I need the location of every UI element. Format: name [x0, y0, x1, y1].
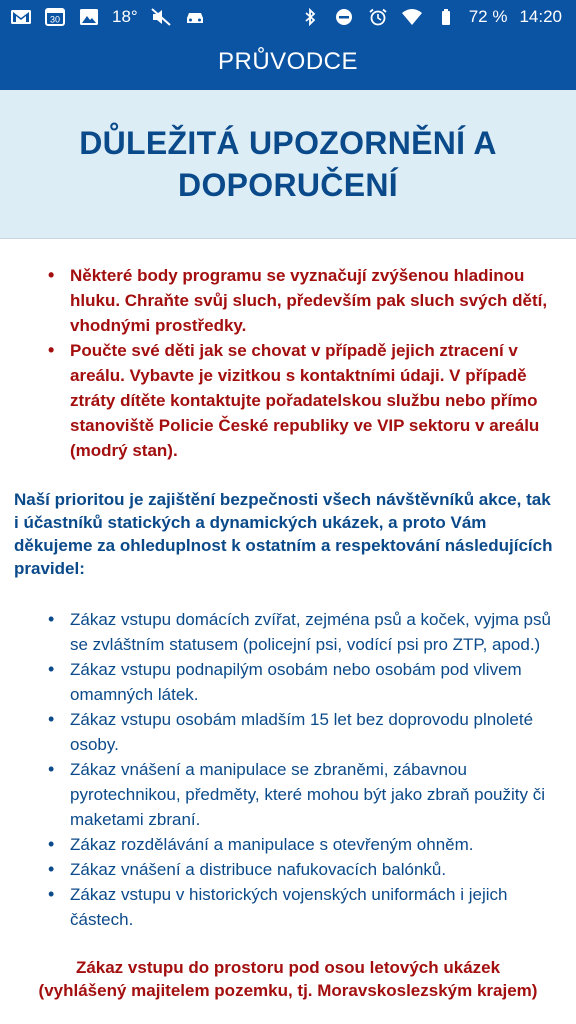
clock: 14:20 — [519, 7, 562, 26]
heading-box — [0, 90, 576, 239]
image-icon — [78, 8, 100, 26]
calendar-icon — [44, 8, 66, 26]
rule-item: • Zákaz vstupu osobám mladším 15 let bez doprovodu plnoleté osoby. — [14, 707, 562, 757]
status-bar-right — [299, 7, 562, 27]
intro-text: Naší prioritou je zajištění bezpečnosti všech návštěvníků akce, tak i účastníků statických a dynamických ukázek, a proto Vám děkujeme za ohleduplnost k ostatním a respektování následujících pravidel: — [14, 490, 553, 578]
svg-text:30: 30 — [49, 14, 61, 25]
warnings-list — [14, 263, 562, 463]
warning-item: • Některé body programu se vyznačují zvýšenou hladinou hluku. Chraňte svůj sluch, především pak sluch svých dětí, vhodnými prostředky. — [14, 263, 562, 338]
car-icon — [184, 8, 206, 26]
warning-item: • Poučte své děti jak se chovat v případě jejich ztracení v areálu. Vybavte je vizitkou s kontaktními údaji. V případě ztráty dítěte kontaktujte pořadatelskou službu nebo přímo stanoviště Policie České republiky ve VIP sektoru v areálu (modrý stan). — [14, 338, 562, 463]
alarm-icon — [367, 8, 389, 26]
app-bar-title: PRŮVODCE — [217, 48, 359, 75]
status-bar — [0, 0, 576, 34]
battery-icon — [435, 8, 457, 26]
wifi-icon — [401, 8, 423, 26]
status-bar-left — [10, 7, 206, 27]
temperature-value: 18° — [112, 7, 138, 26]
rule-item: • Zákaz vstupu v historických vojenských uniformách i jejich částech. — [14, 882, 562, 932]
rule-item: • Zákaz vnášení a manipulace se zbraněmi, zábavnou pyrotechnikou, předměty, které mohou být jako zbraň použity či maketami zbraní. — [14, 757, 562, 832]
mute-icon — [150, 8, 172, 26]
dnd-icon — [333, 8, 355, 26]
gmail-icon — [10, 8, 32, 26]
bluetooth-icon — [299, 8, 321, 26]
page-title: DŮLEŽITÁ UPOZORNĚNÍ A DOPORUČENÍ — [79, 125, 497, 203]
battery-percent: 72 % — [468, 7, 508, 26]
app-bar — [0, 34, 576, 90]
rule-item: • Zákaz vnášení a distribuce nafukovacích balónků. — [14, 857, 562, 882]
rule-item: • Zákaz rozdělávání a manipulace s otevřeným ohněm. — [14, 832, 562, 857]
rules-list — [14, 607, 562, 932]
rule-item: • Zákaz vstupu podnapilým osobám nebo osobám pod vlivem omamných látek. — [14, 657, 562, 707]
content — [0, 239, 576, 1002]
final-note: Zákaz vstupu do prostoru pod osou letových ukázek (vyhlášený majitelem pozemku, tj. Moravskoslezským krajem) — [38, 958, 538, 1000]
rule-item: • Zákaz vstupu domácích zvířat, zejména psů a koček, vyjma psů se zvláštním statusem (policejní psi, vodící psi pro ZTP, apod.) — [14, 607, 562, 657]
